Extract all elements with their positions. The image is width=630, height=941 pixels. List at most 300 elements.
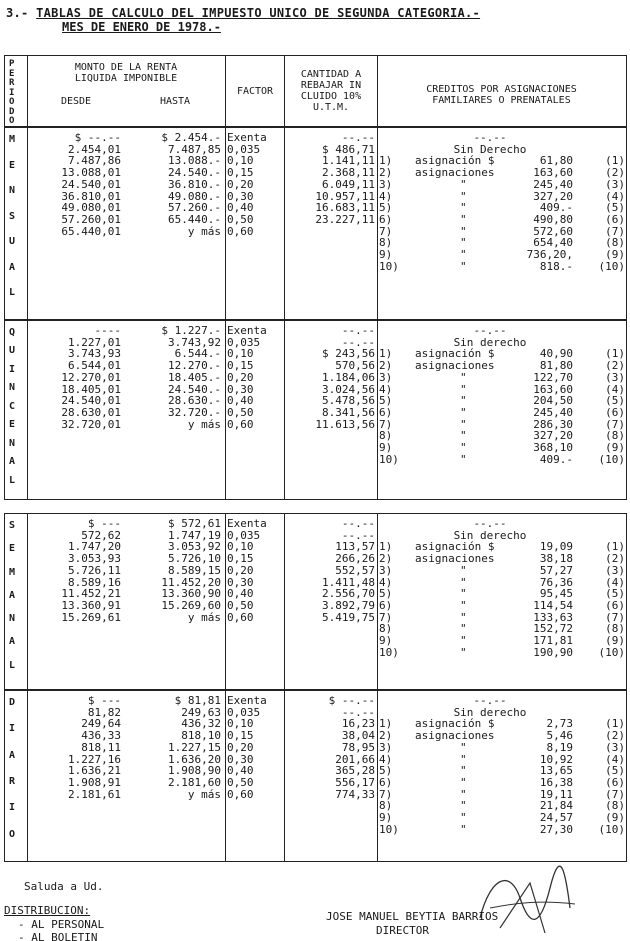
credit-amount: 736,20, — [526, 248, 573, 261]
cantidad-cell: 1.141,11 — [322, 154, 375, 168]
credit-amount: 19,09 — [539, 540, 573, 554]
credit-description: " — [460, 452, 467, 466]
desde-cell: 1.908,91 — [68, 775, 121, 789]
credit-number: 7) — [379, 787, 393, 801]
credit-row-sin-derecho — [5, 337, 626, 349]
credit-row — [5, 600, 626, 612]
credit-description: " — [460, 394, 467, 408]
hasta-cell: 3.743,92 — [168, 335, 221, 349]
cantidad-cell: $ 243,56 — [322, 347, 375, 361]
cantidad-cell: 78,95 — [341, 740, 375, 754]
credit-index: (3) — [605, 740, 625, 754]
credit-index: (7) — [605, 224, 625, 238]
credit-index: (5) — [605, 201, 625, 215]
cantidad-cell: 3.892,79 — [322, 598, 375, 612]
factor-cell: 0,30 — [227, 189, 254, 203]
credit-amount: 204,50 — [533, 394, 573, 408]
credit-number: 10) — [379, 822, 399, 836]
header-monto: MONTO DE LA RENTA LIQUIDA IMPONIBLE — [74, 62, 178, 84]
desde-cell: $ --- — [87, 694, 121, 707]
cantidad-cell: 5.478,56 — [322, 394, 375, 408]
credit-description: asignaciones — [415, 729, 495, 743]
cantidad-cell: 11.613,56 — [315, 417, 375, 431]
credit-description: " — [460, 740, 467, 754]
credit-number: 1) — [379, 154, 393, 168]
credit-row — [5, 730, 626, 742]
desde-cell: 12.270,01 — [61, 370, 121, 384]
credit-description: " — [460, 177, 467, 191]
credit-number: 6) — [379, 212, 393, 226]
credit-amount: 21,84 — [539, 799, 573, 813]
desde-cell: 1.747,20 — [68, 540, 121, 554]
factor-cell: 0,15 — [227, 359, 254, 373]
period-label: D I A R I O — [9, 697, 16, 840]
cantidad-cell: 16.683,11 — [315, 201, 375, 215]
credit-amount: 152,72 — [533, 622, 573, 636]
credit-number: 10) — [379, 259, 399, 273]
credit-index: (2) — [605, 552, 625, 566]
desde-cell: 436,33 — [81, 729, 121, 743]
desde-cell: 8.589,16 — [68, 575, 121, 589]
factor-cell: Exenta — [227, 131, 267, 144]
credit-description: " — [460, 201, 467, 215]
desde-cell: 572,62 — [81, 528, 121, 542]
hasta-cell: 1.747,19 — [168, 528, 221, 542]
credit-amount: 95,45 — [539, 587, 573, 601]
credit-number: 3) — [379, 740, 393, 754]
hasta-cell: 57.260.- — [168, 201, 221, 215]
cantidad-cell: 6.049,11 — [322, 177, 375, 191]
hasta-cell: 8.589,15 — [168, 563, 221, 577]
desde-cell: 7.487,86 — [68, 154, 121, 168]
credit-index: (1) — [605, 717, 625, 731]
desde-cell: 81,82 — [87, 705, 121, 719]
factor-cell: 0,30 — [227, 575, 254, 589]
credit-index: (7) — [605, 610, 625, 624]
hasta-cell: 12.270.- — [168, 359, 221, 373]
credit-sin-derecho: Sin derecho — [453, 705, 527, 719]
credit-row — [5, 718, 626, 730]
credit-row — [5, 824, 626, 836]
factor-cell: 0,40 — [227, 201, 254, 215]
credit-description: " — [460, 236, 467, 250]
credit-description: " — [460, 811, 467, 824]
hasta-cell: $ 2.454.- — [161, 131, 221, 144]
credit-row-sin-derecho — [5, 144, 626, 156]
credit-index: (4) — [605, 752, 625, 766]
hasta-cell: 11.452,20 — [161, 575, 221, 589]
credit-description: asignaciones — [415, 359, 495, 373]
credit-description: " — [460, 429, 467, 443]
desde-cell: 28.630,01 — [61, 405, 121, 419]
cantidad-cell: --.-- — [341, 324, 375, 337]
credit-row — [5, 553, 626, 565]
credit-description: " — [460, 764, 467, 778]
credit-description: " — [460, 822, 467, 836]
credit-amount: 2,73 — [546, 717, 573, 731]
section-mensual — [4, 127, 627, 320]
credit-index: (8) — [605, 622, 625, 636]
credit-row — [5, 214, 626, 226]
section-quincenal — [4, 320, 627, 500]
hasta-cell: 24.540.- — [168, 382, 221, 396]
desde-cell: 49.080,01 — [61, 201, 121, 215]
credit-amount: 57,27 — [539, 563, 573, 577]
credit-amount: 10,92 — [539, 752, 573, 766]
closing-greeting: Saluda a Ud. — [24, 880, 104, 893]
header-factor: FACTOR — [236, 86, 274, 97]
credit-amount: 327,20 — [533, 189, 573, 203]
credit-description: asignaciones — [415, 552, 495, 566]
credit-row — [5, 812, 626, 824]
credit-index: (7) — [605, 787, 625, 801]
credit-index: (5) — [605, 394, 625, 408]
desde-cell: $ --.-- — [74, 131, 121, 144]
cantidad-cell: 556,17 — [335, 775, 375, 789]
factor-cell: 0,30 — [227, 382, 254, 396]
credit-amount: 409.- — [539, 201, 573, 215]
credit-number: 8) — [379, 622, 393, 636]
credit-index: (10) — [598, 822, 625, 836]
hasta-cell: y más — [187, 417, 221, 431]
title-line-2: MES DE ENERO DE 1978.- — [62, 20, 221, 34]
credit-amount: 114,54 — [533, 598, 573, 612]
period-label: Q U I N C E N A L — [9, 327, 16, 486]
cantidad-cell: --.-- — [341, 705, 375, 719]
credit-number: 2) — [379, 729, 393, 743]
credit-row — [5, 742, 626, 754]
factor-cell: 0,035 — [227, 142, 261, 156]
title-number: 3.- — [6, 6, 29, 20]
credit-number: 4) — [379, 752, 393, 766]
credit-amount: 171,81 — [533, 634, 573, 647]
credit-row-sin-derecho — [5, 530, 626, 542]
cantidad-cell: --.-- — [341, 517, 375, 530]
credit-description: " — [460, 417, 467, 431]
desde-cell: 3.743,93 — [68, 347, 121, 361]
credit-row — [5, 442, 626, 454]
credit-amount: 13,65 — [539, 764, 573, 778]
credit-number: 3) — [379, 563, 393, 577]
credit-row — [5, 179, 626, 191]
credit-description: " — [460, 787, 467, 801]
credit-description: " — [460, 799, 467, 813]
factor-cell: 0,20 — [227, 370, 254, 384]
credit-number: 4) — [379, 382, 393, 396]
credit-index: (3) — [605, 370, 625, 384]
header-hasta: HASTA — [159, 96, 191, 107]
credit-description: " — [460, 775, 467, 789]
credit-number: 2) — [379, 359, 393, 373]
credit-description: " — [460, 610, 467, 624]
credit-description: " — [460, 645, 467, 659]
credit-index: (1) — [605, 347, 625, 361]
factor-cell: 0,035 — [227, 528, 261, 542]
credit-index: (8) — [605, 799, 625, 813]
hasta-cell: 5.726,10 — [168, 552, 221, 566]
header-creditos: CREDITOS POR ASIGNACIONES FAMILIARES O PRENATALES — [426, 84, 577, 106]
cantidad-cell: 266,26 — [335, 552, 375, 566]
credit-number: 3) — [379, 370, 393, 384]
desde-cell: 13.360,91 — [61, 598, 121, 612]
credit-amount: 19,11 — [539, 787, 573, 801]
credit-row-none — [5, 325, 626, 337]
credit-amount: 245,40 — [533, 405, 573, 419]
factor-cell: 0,20 — [227, 563, 254, 577]
cantidad-cell: $ --.-- — [328, 694, 375, 707]
credit-number: 4) — [379, 575, 393, 589]
hasta-cell: 28.630.- — [168, 394, 221, 408]
desde-cell: 11.452,21 — [61, 587, 121, 601]
credit-index: (10) — [598, 452, 625, 466]
factor-cell: 0,40 — [227, 394, 254, 408]
credit-row — [5, 348, 626, 360]
credit-sin-derecho: Sin derecho — [453, 335, 527, 349]
credit-description: " — [460, 248, 467, 261]
distribution-item-personal: - AL PERSONAL — [18, 918, 105, 931]
table-header — [4, 55, 627, 127]
credit-number: 6) — [379, 405, 393, 419]
hasta-cell: 1.227,15 — [168, 740, 221, 754]
credit-description: " — [460, 189, 467, 203]
credit-index: (2) — [605, 729, 625, 743]
signer-title: DIRECTOR — [376, 924, 429, 937]
credit-index: (2) — [605, 359, 625, 373]
credit-number: 7) — [379, 224, 393, 238]
cantidad-cell: --.-- — [341, 528, 375, 542]
credit-index: (10) — [598, 645, 625, 659]
hasta-cell: $ 1.227.- — [161, 324, 221, 337]
credit-index: (5) — [605, 764, 625, 778]
credit-number: 6) — [379, 775, 393, 789]
credit-number: 3) — [379, 177, 393, 191]
credit-number: 1) — [379, 347, 393, 361]
factor-cell: 0,50 — [227, 598, 254, 612]
desde-cell: 36.810,01 — [61, 189, 121, 203]
credit-amount: 76,36 — [539, 575, 573, 589]
credit-description: asignación $ — [415, 347, 495, 361]
credit-number: 8) — [379, 429, 393, 443]
credit-row — [5, 765, 626, 777]
cantidad-cell: 570,56 — [335, 359, 375, 373]
credit-index: (1) — [605, 154, 625, 168]
credit-index: (6) — [605, 405, 625, 419]
credit-amount: 27,30 — [539, 822, 573, 836]
credit-row — [5, 261, 626, 273]
credit-number: 5) — [379, 587, 393, 601]
credit-description: " — [460, 622, 467, 636]
credit-row — [5, 777, 626, 789]
credit-amount: 654,40 — [533, 236, 573, 250]
credit-amount: 81,80 — [539, 359, 573, 373]
factor-cell: Exenta — [227, 324, 267, 337]
cantidad-cell: --.-- — [341, 335, 375, 349]
credit-row — [5, 191, 626, 203]
cantidad-cell: 201,66 — [335, 752, 375, 766]
credit-number: 5) — [379, 201, 393, 215]
credit-description: " — [460, 575, 467, 589]
credit-index: (1) — [605, 540, 625, 554]
credit-sin-derecho: Sin Derecho — [453, 142, 527, 156]
credit-description: asignación $ — [415, 717, 495, 731]
header-desde: DESDE — [60, 96, 92, 107]
credit-amount: 327,20 — [533, 429, 573, 443]
credit-row — [5, 577, 626, 589]
hasta-cell: 36.810.- — [168, 177, 221, 191]
credit-row — [5, 635, 626, 647]
credit-index: (3) — [605, 563, 625, 577]
cantidad-cell: 365,28 — [335, 764, 375, 778]
desde-cell: 15.269,61 — [61, 610, 121, 624]
credit-index: (6) — [605, 212, 625, 226]
factor-cell: 0,60 — [227, 787, 254, 801]
factor-cell: 0,10 — [227, 154, 254, 168]
cantidad-cell: 113,57 — [335, 540, 375, 554]
cantidad-cell: 3.024,56 — [322, 382, 375, 396]
desde-cell: 249,64 — [81, 717, 121, 731]
credit-number: 2) — [379, 552, 393, 566]
credit-number: 1) — [379, 540, 393, 554]
desde-cell: 1.227,01 — [68, 335, 121, 349]
credit-number: 2) — [379, 166, 393, 180]
credit-row — [5, 372, 626, 384]
credit-number: 9) — [379, 811, 393, 824]
hasta-cell: $ 81,81 — [174, 694, 221, 707]
desde-cell: $ --- — [87, 517, 121, 530]
period-label: M E N S U A L — [9, 134, 16, 299]
credit-number: 8) — [379, 799, 393, 813]
credit-index: (9) — [605, 811, 625, 824]
desde-cell: 6.544,01 — [68, 359, 121, 373]
credit-description: " — [460, 634, 467, 647]
credit-description: " — [460, 370, 467, 384]
credit-index: (10) — [598, 259, 625, 273]
credit-row — [5, 565, 626, 577]
hasta-cell: 13.360,90 — [161, 587, 221, 601]
cantidad-cell: 5.419,75 — [322, 610, 375, 624]
hasta-cell: 6.544.- — [174, 347, 221, 361]
factor-cell: 0,60 — [227, 610, 254, 624]
credit-index: (2) — [605, 166, 625, 180]
credit-row — [5, 407, 626, 419]
credit-amount: 286,30 — [533, 417, 573, 431]
factor-cell: 0,20 — [227, 177, 254, 191]
hasta-cell: 1.908,90 — [168, 764, 221, 778]
credit-description: " — [460, 259, 467, 273]
credit-amount: 818.- — [539, 259, 573, 273]
hasta-cell: 49.080.- — [168, 189, 221, 203]
hasta-cell: 13.088.- — [168, 154, 221, 168]
hasta-cell: 249,63 — [181, 705, 221, 719]
document-title — [6, 6, 480, 20]
hasta-cell: 3.053,92 — [168, 540, 221, 554]
factor-cell: 0,15 — [227, 552, 254, 566]
header-cantidad: CANTIDAD A REBAJAR IN CLUIDO 10% U.T.M. — [300, 69, 362, 113]
credit-amount: 409.- — [539, 452, 573, 466]
cantidad-cell: 2.556,70 — [322, 587, 375, 601]
credit-index: (9) — [605, 634, 625, 647]
credit-number: 7) — [379, 417, 393, 431]
handwritten-signature — [470, 858, 580, 938]
hasta-cell: 436,32 — [181, 717, 221, 731]
credit-description: " — [460, 224, 467, 238]
credit-amount: 16,38 — [539, 775, 573, 789]
cantidad-cell: --.-- — [341, 131, 375, 144]
section-diario — [4, 690, 627, 862]
credit-row — [5, 800, 626, 812]
credit-index: (3) — [605, 177, 625, 191]
credit-row-none — [5, 695, 626, 707]
cantidad-cell: 2.368,11 — [322, 166, 375, 180]
credit-sin-derecho: Sin derecho — [453, 528, 527, 542]
hasta-cell: 7.487,85 — [168, 142, 221, 156]
credit-dash: --.-- — [473, 694, 507, 707]
credit-number: 9) — [379, 441, 393, 454]
credit-row-none — [5, 132, 626, 144]
credit-amount: 122,70 — [533, 370, 573, 384]
factor-cell: 0,10 — [227, 347, 254, 361]
credit-description: " — [460, 587, 467, 601]
factor-cell: 0,20 — [227, 740, 254, 754]
distribution-item-boletin: - AL BOLETIN — [18, 931, 98, 941]
credit-description: asignaciones — [415, 166, 495, 180]
credit-description: asignación $ — [415, 154, 495, 168]
credit-amount: 245,40 — [533, 177, 573, 191]
factor-cell: Exenta — [227, 694, 267, 707]
credit-description: " — [460, 212, 467, 226]
credit-index: (6) — [605, 775, 625, 789]
credit-index: (4) — [605, 382, 625, 396]
credit-amount: 24,57 — [539, 811, 573, 824]
desde-cell: 13.088,01 — [61, 166, 121, 180]
factor-cell: 0,50 — [227, 405, 254, 419]
section-semanal — [4, 513, 627, 690]
credit-row — [5, 454, 626, 466]
factor-cell: 0,40 — [227, 764, 254, 778]
credit-index: (9) — [605, 248, 625, 261]
cantidad-cell: 552,57 — [335, 563, 375, 577]
desde-cell: 5.726,11 — [68, 563, 121, 577]
credit-description: " — [460, 405, 467, 419]
cantidad-cell: 1.411,48 — [322, 575, 375, 589]
desde-cell: 2.454,01 — [68, 142, 121, 156]
factor-cell: 0,10 — [227, 717, 254, 731]
credit-number: 10) — [379, 452, 399, 466]
desde-cell: 818,11 — [81, 740, 121, 754]
factor-cell: 0,60 — [227, 224, 254, 238]
desde-cell: ---- — [94, 324, 121, 337]
cantidad-cell: 38,04 — [341, 729, 375, 743]
credit-index: (4) — [605, 189, 625, 203]
factor-cell: 0,30 — [227, 752, 254, 766]
credit-amount: 8,19 — [546, 740, 573, 754]
credit-number: 9) — [379, 248, 393, 261]
credit-amount: 40,90 — [539, 347, 573, 361]
credit-row-sin-derecho — [5, 707, 626, 719]
factor-cell: 0,035 — [227, 705, 261, 719]
desde-cell: 65.440,01 — [61, 224, 121, 238]
hasta-cell: y más — [187, 610, 221, 624]
credit-description: " — [460, 441, 467, 454]
cantidad-cell: $ 486,71 — [322, 142, 375, 156]
desde-cell: 2.181,61 — [68, 787, 121, 801]
factor-cell: 0,50 — [227, 212, 254, 226]
credit-number: 4) — [379, 189, 393, 203]
credit-description: " — [460, 752, 467, 766]
hasta-cell: 32.720.- — [168, 405, 221, 419]
credit-dash: --.-- — [473, 517, 507, 530]
credit-index: (8) — [605, 236, 625, 250]
